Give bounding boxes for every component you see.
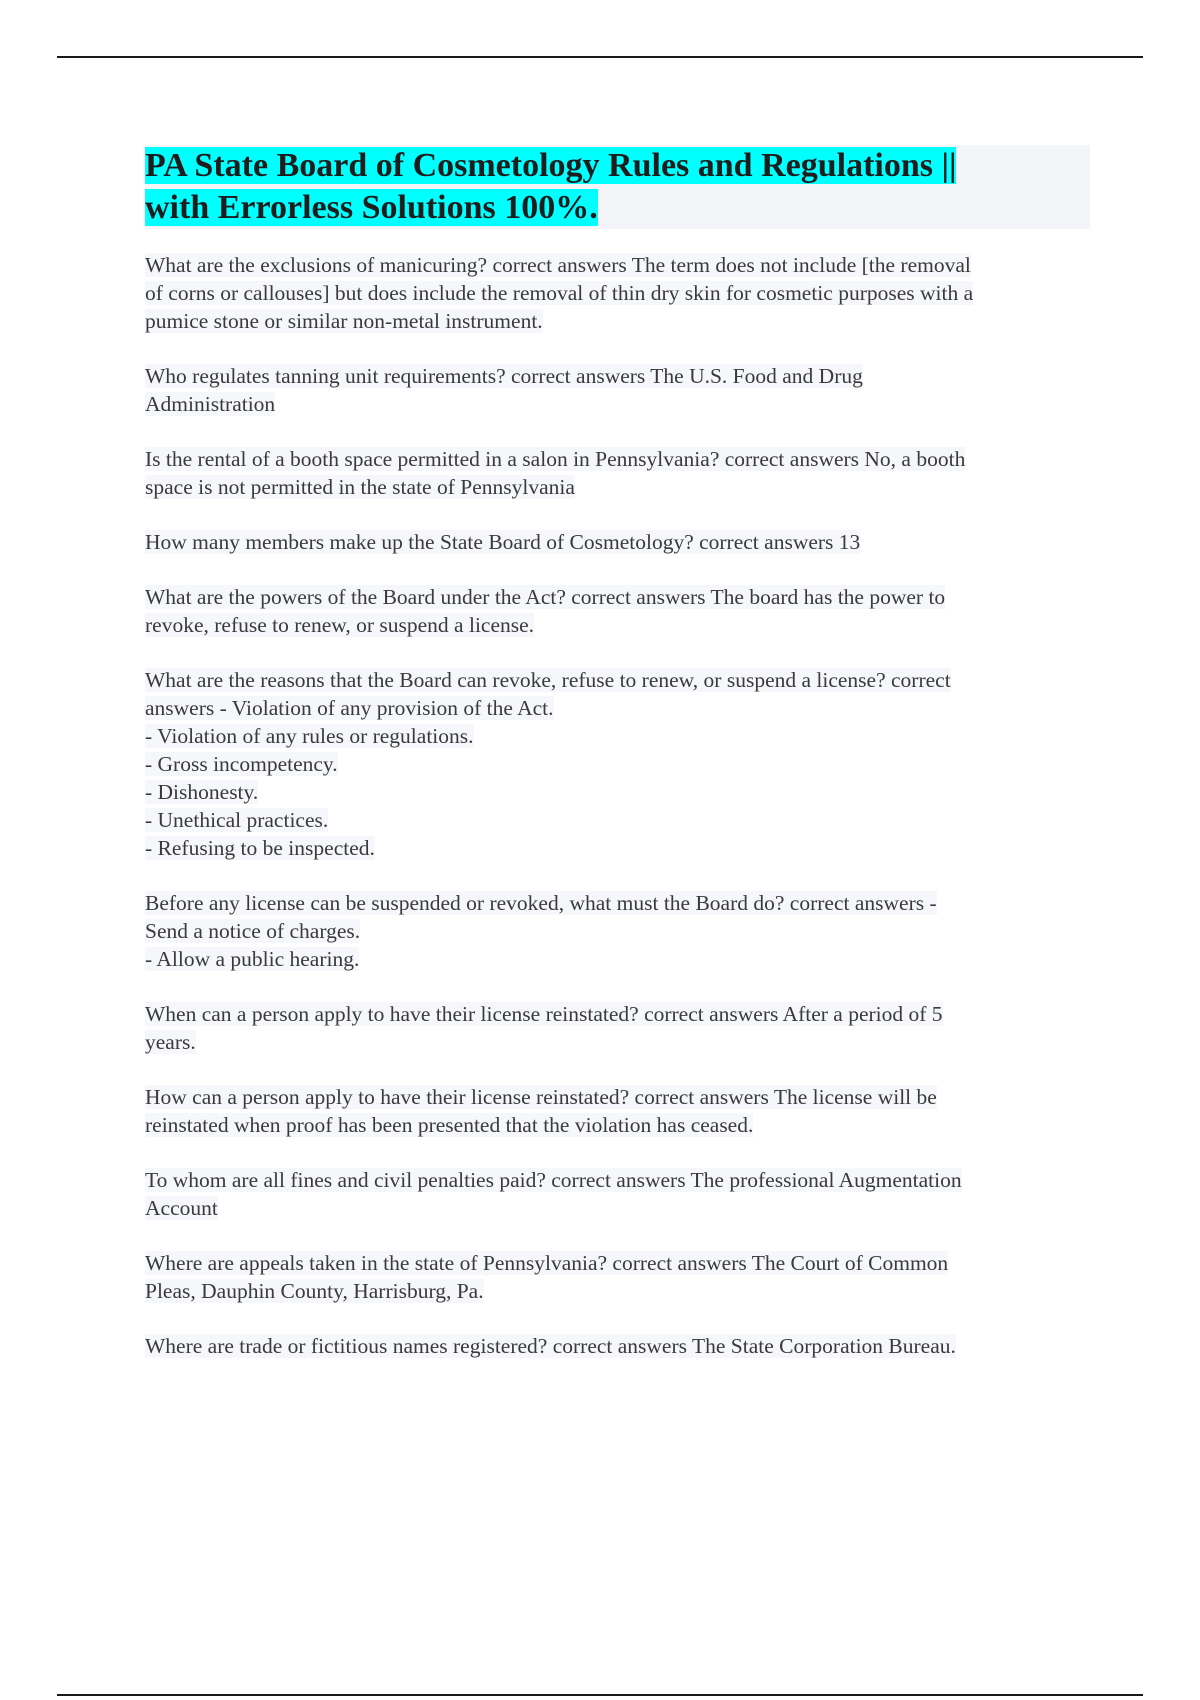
qa-item bbox=[145, 666, 1090, 862]
qa-item-line-text: Where are appeals taken in the state of Pennsylvania? correct answers The Court of Common bbox=[145, 1251, 949, 1275]
top-horizontal-rule bbox=[57, 56, 1143, 58]
qa-item-line bbox=[145, 722, 1090, 750]
qa-item-line bbox=[145, 889, 1090, 917]
qa-item-line bbox=[145, 445, 1090, 473]
qa-item-line-text: of corns or callouses] but does include the removal of thin dry skin for cosmetic purposes with a bbox=[145, 281, 974, 305]
qa-item bbox=[145, 1249, 1090, 1305]
qa-item-line-text: Send a notice of charges. bbox=[145, 919, 361, 943]
qa-item-line bbox=[145, 528, 1090, 556]
qa-item-line bbox=[145, 1083, 1090, 1111]
qa-item-line-text: Is the rental of a booth space permitted in a salon in Pennsylvania? correct answers No, a booth bbox=[145, 447, 966, 471]
qa-item-line-text: - Violation of any rules or regulations. bbox=[145, 724, 474, 748]
qa-item bbox=[145, 1332, 1090, 1360]
qa-item bbox=[145, 251, 1090, 335]
qa-item-line-text: Account bbox=[145, 1196, 218, 1220]
qa-item-line-text: Where are trade or fictitious names registered? correct answers The State Corporation Bureau. bbox=[145, 1334, 956, 1358]
qa-item-line bbox=[145, 1332, 1090, 1360]
qa-item-line bbox=[145, 1028, 1090, 1056]
qa-item-line-text: Who regulates tanning unit requirements? correct answers The U.S. Food and Drug bbox=[145, 364, 863, 388]
qa-item-line bbox=[145, 750, 1090, 778]
qa-list bbox=[145, 251, 1090, 1360]
qa-item-line-text: Pleas, Dauphin County, Harrisburg, Pa. bbox=[145, 1279, 484, 1303]
qa-item-line bbox=[145, 390, 1090, 418]
qa-item-line bbox=[145, 1000, 1090, 1028]
qa-item-line-text: How can a person apply to have their license reinstated? correct answers The license will be bbox=[145, 1085, 937, 1109]
qa-item-line bbox=[145, 834, 1090, 862]
qa-item-line bbox=[145, 945, 1090, 973]
qa-item-line-text: Administration bbox=[145, 392, 276, 416]
title-line-2: with Errorless Solutions 100%. bbox=[145, 189, 598, 226]
qa-item bbox=[145, 1083, 1090, 1139]
qa-item-line-text: space is not permitted in the state of Pennsylvania bbox=[145, 475, 575, 499]
qa-item bbox=[145, 889, 1090, 973]
qa-item bbox=[145, 583, 1090, 639]
qa-item-line-text: - Unethical practices. bbox=[145, 808, 329, 832]
qa-item-line-text: What are the powers of the Board under the Act? correct answers The board has the power to bbox=[145, 585, 946, 609]
qa-item bbox=[145, 528, 1090, 556]
document-body bbox=[145, 145, 1090, 1387]
qa-item-line bbox=[145, 1111, 1090, 1139]
qa-item-line bbox=[145, 1166, 1090, 1194]
qa-item-line bbox=[145, 362, 1090, 390]
qa-item-line-text: - Gross incompetency. bbox=[145, 752, 338, 776]
qa-item-line-text: reinstated when proof has been presented that the violation has ceased. bbox=[145, 1113, 754, 1137]
qa-item-line bbox=[145, 806, 1090, 834]
qa-item-line-text: - Allow a public hearing. bbox=[145, 947, 360, 971]
qa-item-line bbox=[145, 778, 1090, 806]
qa-item-line bbox=[145, 279, 1090, 307]
qa-item-line-text: What are the exclusions of manicuring? correct answers The term does not include [the removal bbox=[145, 253, 971, 277]
qa-item-line bbox=[145, 611, 1090, 639]
qa-item-line-text: years. bbox=[145, 1030, 196, 1054]
qa-item-line bbox=[145, 1194, 1090, 1222]
qa-item-line bbox=[145, 1277, 1090, 1305]
qa-item-line-text: Before any license can be suspended or revoked, what must the Board do? correct answers - bbox=[145, 891, 937, 915]
qa-item-line-text: When can a person apply to have their license reinstated? correct answers After a period of 5 bbox=[145, 1002, 943, 1026]
qa-item-line-text: answers - Violation of any provision of the Act. bbox=[145, 696, 554, 720]
qa-item-line-text: - Dishonesty. bbox=[145, 780, 259, 804]
bottom-horizontal-rule bbox=[57, 1694, 1143, 1696]
qa-item-line-text: To whom are all fines and civil penalties paid? correct answers The professional Augmentation bbox=[145, 1168, 962, 1192]
qa-item-line bbox=[145, 694, 1090, 722]
qa-item-line bbox=[145, 307, 1090, 335]
qa-item bbox=[145, 1166, 1090, 1222]
qa-item-line bbox=[145, 473, 1090, 501]
qa-item-line-text: revoke, refuse to renew, or suspend a license. bbox=[145, 613, 535, 637]
qa-item-line-text: How many members make up the State Board of Cosmetology? correct answers 13 bbox=[145, 530, 861, 554]
document-title bbox=[145, 145, 1090, 229]
title-line-1: PA State Board of Cosmetology Rules and Regulations || bbox=[145, 147, 957, 184]
qa-item bbox=[145, 362, 1090, 418]
qa-item-line-text: pumice stone or similar non-metal instrument. bbox=[145, 309, 543, 333]
qa-item bbox=[145, 1000, 1090, 1056]
qa-item-line-text: - Refusing to be inspected. bbox=[145, 836, 375, 860]
qa-item-line bbox=[145, 1249, 1090, 1277]
qa-item-line bbox=[145, 917, 1090, 945]
qa-item-line bbox=[145, 583, 1090, 611]
qa-item-line-text: What are the reasons that the Board can revoke, refuse to renew, or suspend a license? correct bbox=[145, 668, 951, 692]
qa-item-line bbox=[145, 666, 1090, 694]
qa-item bbox=[145, 445, 1090, 501]
qa-item-line bbox=[145, 251, 1090, 279]
title-block bbox=[145, 145, 1090, 229]
